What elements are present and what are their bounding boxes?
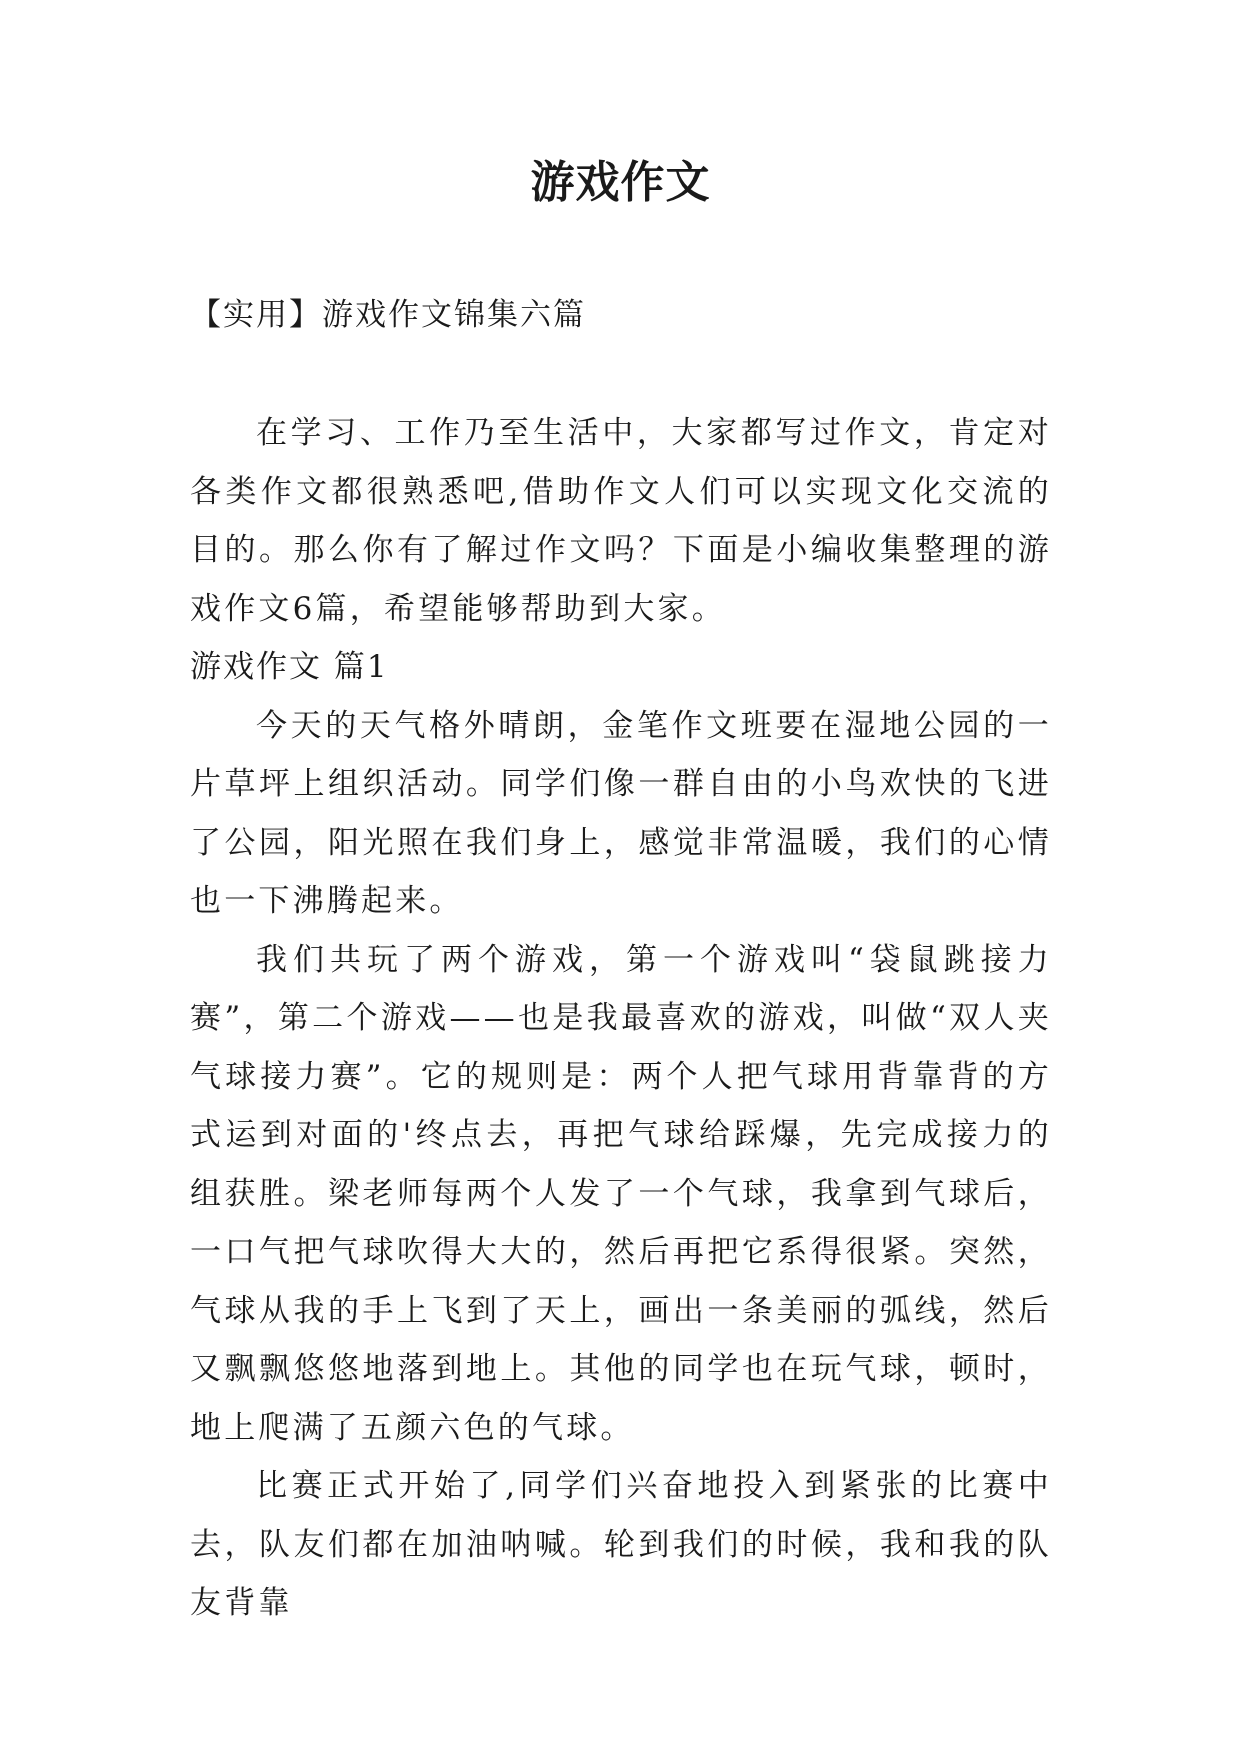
intro-paragraph: 在学习、工作乃至生活中，大家都写过作文，肯定对各类作文都很熟悉吧,借助作文人们可以实现文化交流的目的。那么你有了解过作文吗？下面是小编收集整理的游戏作文6篇，希望能够帮助到大家。 bbox=[190, 415, 1052, 627]
section-heading: 游戏作文 篇1 bbox=[190, 649, 389, 685]
document-body bbox=[190, 404, 1052, 1633]
page-title: 游戏作文 bbox=[530, 157, 711, 208]
body-paragraph: 今天的天气格外晴朗，金笔作文班要在湿地公园的一片草坪上组织活动。同学们像一群自由的小鸟欢快的飞进了公园，阳光照在我们身上，感觉非常温暖，我们的心情也一下沸腾起来。 bbox=[190, 707, 1052, 919]
body-paragraph: 我们共玩了两个游戏，第一个游戏叫“袋鼠跳接力赛”，第二个游戏——也是我最喜欢的游戏，叫做“双人夹气球接力赛”。它的规则是：两个人把气球用背靠背的方式运到对面的'终点去，再把气球给踩爆，先完成接力的组获胜。梁老师每两个人发了一个气球，我拿到气球后，一口气把气球吹得大大的，然后再把它系得很紧。突然，气球从我的手上飞到了天上，画出一条美丽的弧线，然后又飘飘悠悠地落到地上。其他的同学也在玩气球，顿时，地上爬满了五颜六色的气球。 bbox=[190, 941, 1052, 1446]
document-subtitle: 【实用】游戏作文锦集六篇 bbox=[190, 297, 586, 333]
body-paragraph: 比赛正式开始了,同学们兴奋地投入到紧张的比赛中去，队友们都在加油呐喊。轮到我们的时候，我和我的队友背靠 bbox=[190, 1468, 1052, 1621]
